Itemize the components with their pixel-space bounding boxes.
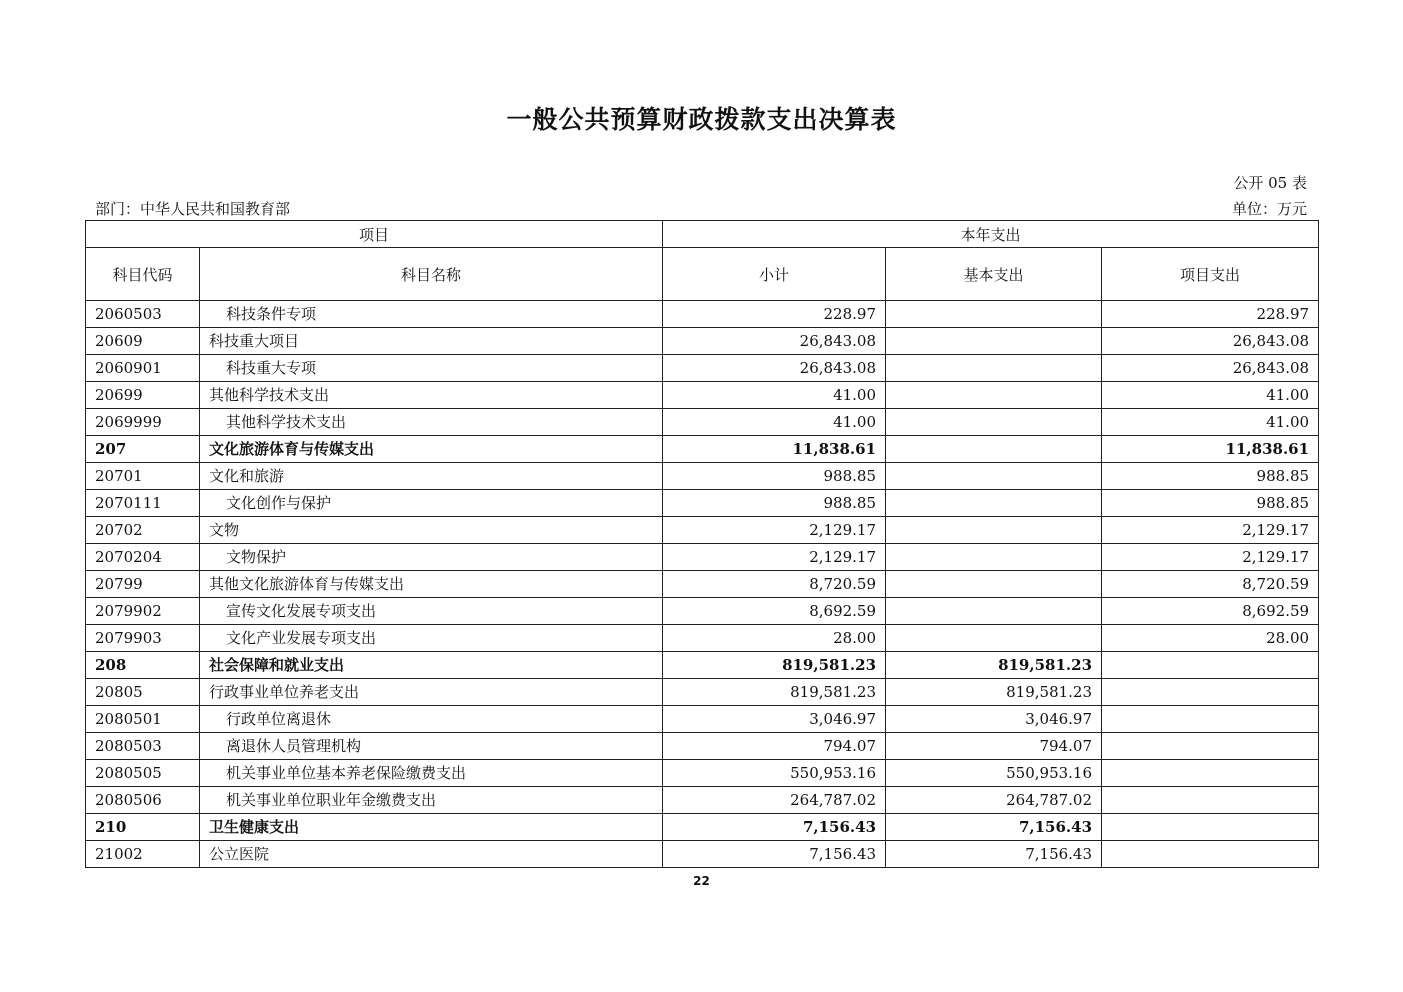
header-basic: 基本支出	[886, 248, 1102, 301]
cell-subtotal: 11,838.61	[663, 436, 886, 463]
cell-code: 20805	[86, 679, 200, 706]
cell-name: 文化和旅游	[200, 463, 663, 490]
cell-code: 2080501	[86, 706, 200, 733]
table-row	[86, 436, 1319, 463]
cell-subtotal: 819,581.23	[663, 652, 886, 679]
table-row	[86, 544, 1319, 571]
cell-project: 8,692.59	[1102, 598, 1319, 625]
cell-project: 41.00	[1102, 409, 1319, 436]
cell-subtotal: 988.85	[663, 463, 886, 490]
cell-project	[1102, 814, 1319, 841]
header-name: 科目名称	[200, 248, 663, 301]
cell-project: 2,129.17	[1102, 544, 1319, 571]
cell-project: 28.00	[1102, 625, 1319, 652]
cell-subtotal: 550,953.16	[663, 760, 886, 787]
cell-basic	[886, 490, 1102, 517]
table-row	[86, 571, 1319, 598]
cell-code: 20799	[86, 571, 200, 598]
table-row	[86, 733, 1319, 760]
table-row	[86, 706, 1319, 733]
table-row	[86, 382, 1319, 409]
cell-subtotal: 8,720.59	[663, 571, 886, 598]
cell-project	[1102, 841, 1319, 868]
table-row	[86, 679, 1319, 706]
cell-basic	[886, 544, 1102, 571]
table-row	[86, 463, 1319, 490]
header-project: 项目支出	[1102, 248, 1319, 301]
cell-project: 11,838.61	[1102, 436, 1319, 463]
cell-code: 2060503	[86, 301, 200, 328]
cell-basic	[886, 436, 1102, 463]
cell-subtotal: 26,843.08	[663, 355, 886, 382]
cell-basic: 819,581.23	[886, 652, 1102, 679]
table-body	[86, 301, 1319, 868]
cell-name: 离退休人员管理机构	[200, 733, 663, 760]
cell-subtotal: 2,129.17	[663, 517, 886, 544]
cell-name: 其他科学技术支出	[200, 382, 663, 409]
table-row	[86, 841, 1319, 868]
cell-code: 2060901	[86, 355, 200, 382]
cell-name: 其他科学技术支出	[200, 409, 663, 436]
cell-name: 文物保护	[200, 544, 663, 571]
cell-code: 210	[86, 814, 200, 841]
cell-project: 26,843.08	[1102, 355, 1319, 382]
cell-code: 20609	[86, 328, 200, 355]
cell-name: 公立医院	[200, 841, 663, 868]
table-row	[86, 625, 1319, 652]
cell-name: 科技条件专项	[200, 301, 663, 328]
table-row	[86, 787, 1319, 814]
cell-subtotal: 794.07	[663, 733, 886, 760]
cell-basic: 3,046.97	[886, 706, 1102, 733]
cell-subtotal: 41.00	[663, 382, 886, 409]
table-number: 公开 05 表	[1233, 174, 1307, 192]
cell-code: 2080505	[86, 760, 200, 787]
cell-project: 988.85	[1102, 490, 1319, 517]
cell-basic	[886, 328, 1102, 355]
cell-subtotal: 7,156.43	[663, 814, 886, 841]
cell-name: 文化旅游体育与传媒支出	[200, 436, 663, 463]
cell-subtotal: 8,692.59	[663, 598, 886, 625]
cell-basic	[886, 463, 1102, 490]
cell-name: 机关事业单位基本养老保险缴费支出	[200, 760, 663, 787]
cell-basic	[886, 625, 1102, 652]
page-number: 22	[693, 874, 710, 888]
page-title: 一般公共预算财政拨款支出决算表	[506, 105, 897, 134]
expenditure-table	[85, 220, 1319, 868]
cell-code: 2079903	[86, 625, 200, 652]
cell-basic	[886, 301, 1102, 328]
cell-subtotal: 2,129.17	[663, 544, 886, 571]
cell-project: 41.00	[1102, 382, 1319, 409]
table-row	[86, 355, 1319, 382]
cell-project: 26,843.08	[1102, 328, 1319, 355]
table-row	[86, 598, 1319, 625]
table-row	[86, 652, 1319, 679]
cell-code: 2070204	[86, 544, 200, 571]
table-row	[86, 814, 1319, 841]
table-row	[86, 760, 1319, 787]
cell-project	[1102, 652, 1319, 679]
unit-label: 单位：万元	[1231, 200, 1307, 218]
cell-name: 科技重大项目	[200, 328, 663, 355]
cell-code: 20701	[86, 463, 200, 490]
cell-basic	[886, 355, 1102, 382]
cell-subtotal: 28.00	[663, 625, 886, 652]
cell-basic: 7,156.43	[886, 814, 1102, 841]
cell-name: 文物	[200, 517, 663, 544]
cell-code: 2079902	[86, 598, 200, 625]
cell-basic	[886, 598, 1102, 625]
cell-name: 卫生健康支出	[200, 814, 663, 841]
cell-project	[1102, 787, 1319, 814]
cell-code: 2069999	[86, 409, 200, 436]
cell-subtotal: 819,581.23	[663, 679, 886, 706]
cell-name: 宣传文化发展专项支出	[200, 598, 663, 625]
cell-basic: 819,581.23	[886, 679, 1102, 706]
cell-project: 988.85	[1102, 463, 1319, 490]
cell-basic: 794.07	[886, 733, 1102, 760]
cell-subtotal: 41.00	[663, 409, 886, 436]
cell-basic	[886, 571, 1102, 598]
header-subtotal: 小计	[663, 248, 886, 301]
cell-project	[1102, 679, 1319, 706]
cell-subtotal: 228.97	[663, 301, 886, 328]
cell-basic: 7,156.43	[886, 841, 1102, 868]
cell-code: 2070111	[86, 490, 200, 517]
cell-subtotal: 3,046.97	[663, 706, 886, 733]
cell-name: 社会保障和就业支出	[200, 652, 663, 679]
header-item-group: 项目	[86, 221, 663, 248]
cell-code: 2080503	[86, 733, 200, 760]
header-code: 科目代码	[86, 248, 200, 301]
cell-name: 机关事业单位职业年金缴费支出	[200, 787, 663, 814]
cell-basic: 264,787.02	[886, 787, 1102, 814]
cell-project: 8,720.59	[1102, 571, 1319, 598]
table-row	[86, 301, 1319, 328]
cell-code: 207	[86, 436, 200, 463]
cell-basic	[886, 517, 1102, 544]
table-row	[86, 409, 1319, 436]
cell-subtotal: 7,156.43	[663, 841, 886, 868]
cell-name: 行政单位离退休	[200, 706, 663, 733]
cell-project	[1102, 706, 1319, 733]
cell-project: 228.97	[1102, 301, 1319, 328]
cell-subtotal: 988.85	[663, 490, 886, 517]
cell-code: 2080506	[86, 787, 200, 814]
header-current-year-group: 本年支出	[663, 221, 1319, 248]
cell-code: 20702	[86, 517, 200, 544]
cell-project: 2,129.17	[1102, 517, 1319, 544]
cell-name: 文化产业发展专项支出	[200, 625, 663, 652]
cell-subtotal: 264,787.02	[663, 787, 886, 814]
cell-code: 208	[86, 652, 200, 679]
cell-basic	[886, 382, 1102, 409]
cell-project	[1102, 760, 1319, 787]
department-label: 部门：中华人民共和国教育部	[95, 200, 291, 218]
cell-name: 文化创作与保护	[200, 490, 663, 517]
cell-name: 行政事业单位养老支出	[200, 679, 663, 706]
table-row	[86, 490, 1319, 517]
cell-basic	[886, 409, 1102, 436]
cell-name: 科技重大专项	[200, 355, 663, 382]
cell-subtotal: 26,843.08	[663, 328, 886, 355]
cell-basic: 550,953.16	[886, 760, 1102, 787]
cell-name: 其他文化旅游体育与传媒支出	[200, 571, 663, 598]
cell-code: 20699	[86, 382, 200, 409]
cell-code: 21002	[86, 841, 200, 868]
table-row	[86, 517, 1319, 544]
cell-project	[1102, 733, 1319, 760]
table-row	[86, 328, 1319, 355]
